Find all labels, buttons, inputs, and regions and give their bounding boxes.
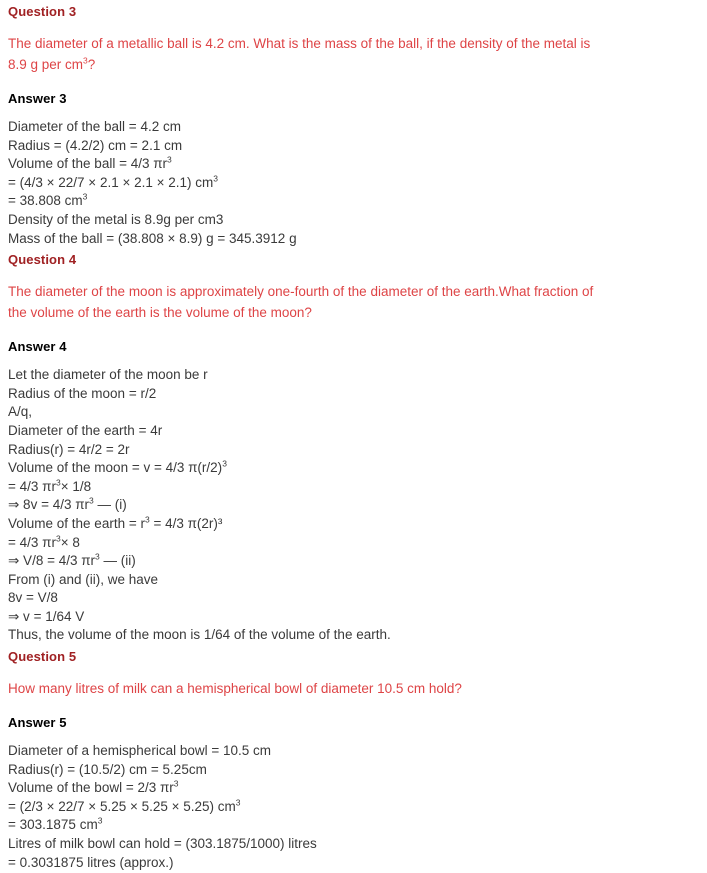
answer-line <box>8 118 699 137</box>
question-text-5-main: How many litres of milk can a hemispherical bowl of diameter 10.5 cm hold? <box>8 681 462 697</box>
answer-line-superscript: 3 <box>222 458 227 469</box>
answer-line-text: ⇒ V/8 = 4/3 πr <box>8 553 96 569</box>
answer-line-text: From (i) and (ii), we have <box>8 571 159 587</box>
answer-body-4 <box>8 355 699 645</box>
answer-line <box>8 779 699 798</box>
answer-body-3 <box>8 107 699 248</box>
answer-line-text: = (2/3 × 22/7 × 5.25 × 5.25 × 5.25) cm <box>8 798 236 814</box>
answer-line-superscript: 3 <box>95 551 100 562</box>
answer-line-text: = 4/3 πr <box>8 534 56 550</box>
answer-line-tail: — (ii) <box>99 553 136 569</box>
answer-line <box>8 403 699 422</box>
answer-line-superscript: 3 <box>55 533 61 543</box>
answer-line <box>8 761 699 780</box>
answer-line-text: Mass of the ball = (38.808 × 8.9) g = 345.3912 g <box>8 230 297 246</box>
answer-line <box>8 742 699 761</box>
qa-section-q4 <box>8 248 699 645</box>
answer-line-text: = 4/3 πr <box>8 478 56 494</box>
answer-line <box>8 798 699 817</box>
answer-line <box>8 137 699 156</box>
answer-heading-3: Answer 3 <box>8 91 67 106</box>
answer-line-text: ⇒ v = 1/64 V <box>8 608 85 624</box>
answer-line <box>8 459 699 478</box>
answer-line-superscript: 3 <box>213 173 218 184</box>
answer-line-text: Radius(r) = (10.5/2) cm = 5.25cm <box>8 761 207 777</box>
question-text-3 <box>8 20 600 75</box>
question-text-4 <box>8 268 600 323</box>
question-text-3-main: The diameter of a metallic ball is 4.2 cm. What is the mass of the ball, if the density of the metal is 8.9 g per cm <box>8 36 591 72</box>
answer-line <box>8 211 699 230</box>
answer-line-text: Radius of the moon = r/2 <box>8 385 157 401</box>
answer-line-text: = (4/3 × 22/7 × 2.1 × 2.1 × 2.1) cm <box>8 174 214 190</box>
answer-line <box>8 174 699 193</box>
answer-line <box>8 422 699 441</box>
answer-line <box>8 441 699 460</box>
answer-line-text: 8v = V/8 <box>8 590 58 606</box>
answer-line-text: = 38.808 cm <box>8 193 83 209</box>
answer-line <box>8 230 699 249</box>
question-text-5 <box>8 665 600 699</box>
answer-line-text: Diameter of a hemispherical bowl = 10.5 cm <box>8 743 271 759</box>
answer-line-text: Radius = (4.2/2) cm = 2.1 cm <box>8 137 183 153</box>
answer-line-text: Volume of the ball = 4/3 πr <box>8 156 168 172</box>
answer-line <box>8 385 699 404</box>
answer-line <box>8 552 699 571</box>
answer-body-5 <box>8 731 699 872</box>
answer-line <box>8 835 699 854</box>
answer-line <box>8 571 699 590</box>
answer-line <box>8 854 699 873</box>
answer-line-text: ⇒ 8v = 4/3 πr <box>8 497 90 513</box>
question-text-4-main: The diameter of the moon is approximately one-fourth of the diameter of the earth.What fraction of the volume of the earth is the volume of the moon? <box>8 284 594 321</box>
answer-line-superscript: 3 <box>97 815 103 826</box>
answer-heading-4: Answer 4 <box>8 339 67 355</box>
qa-section-q3 <box>8 0 699 248</box>
answer-line-superscript: 3 <box>235 797 241 808</box>
question-heading-3: Question 3 <box>8 4 77 19</box>
question-text-3-tail: ? <box>87 57 96 72</box>
answer-line <box>8 478 699 497</box>
answer-line-superscript: 3 <box>55 477 61 488</box>
answer-line-text: A/q, <box>8 404 33 420</box>
answer-line-text: Let the diameter of the moon be r <box>8 367 208 383</box>
answer-line-text: Radius(r) = 4r/2 = 2r <box>8 441 130 457</box>
answer-line-text: = 0.3031875 litres (approx.) <box>8 854 174 870</box>
answer-line-text: Volume of the earth = r <box>8 515 145 531</box>
answer-line <box>8 608 699 627</box>
answer-line <box>8 515 699 534</box>
answer-line <box>8 589 699 608</box>
answer-line <box>8 816 699 835</box>
answer-line-text: Density of the metal is 8.9g per cm3 <box>8 211 224 227</box>
answer-line <box>8 192 699 211</box>
answer-line-superscript: 3 <box>89 495 94 506</box>
answer-line-superscript: 3 <box>173 778 179 789</box>
answer-line-tail: — (i) <box>93 497 127 513</box>
answer-line-text: Diameter of the ball = 4.2 cm <box>8 119 181 134</box>
answer-heading-5: Answer 5 <box>8 715 67 731</box>
qa-section-q5 <box>8 645 699 872</box>
answer-line-text: Diameter of the earth = 4r <box>8 422 163 438</box>
answer-line <box>8 496 699 515</box>
answer-line-tail: = 4/3 π(2r)³ <box>149 515 223 531</box>
answer-line-superscript: 3 <box>82 191 88 202</box>
answer-line-tail: × 1/8 <box>60 478 92 494</box>
answer-line <box>8 366 699 385</box>
question-heading-5: Question 5 <box>8 649 77 665</box>
answer-line-text: Volume of the bowl = 2/3 πr <box>8 780 174 796</box>
answer-line-text: Litres of milk bowl can hold = (303.1875/1000) litres <box>8 836 317 852</box>
answer-line-text: Volume of the moon = v = 4/3 π(r/2) <box>8 460 223 476</box>
answer-line <box>8 534 699 553</box>
question-heading-4: Question 4 <box>8 252 77 268</box>
answer-line-superscript: 3 <box>144 514 150 525</box>
answer-line-text: = 303.1875 cm <box>8 817 98 833</box>
answer-line-superscript: 3 <box>167 154 172 165</box>
answer-line <box>8 155 699 174</box>
answer-line-tail: × 8 <box>60 534 80 550</box>
answer-line <box>8 626 699 645</box>
question-text-3-superscript: 3 <box>83 55 88 66</box>
answer-line-text: Thus, the volume of the moon is 1/64 of the volume of the earth. <box>8 627 391 643</box>
